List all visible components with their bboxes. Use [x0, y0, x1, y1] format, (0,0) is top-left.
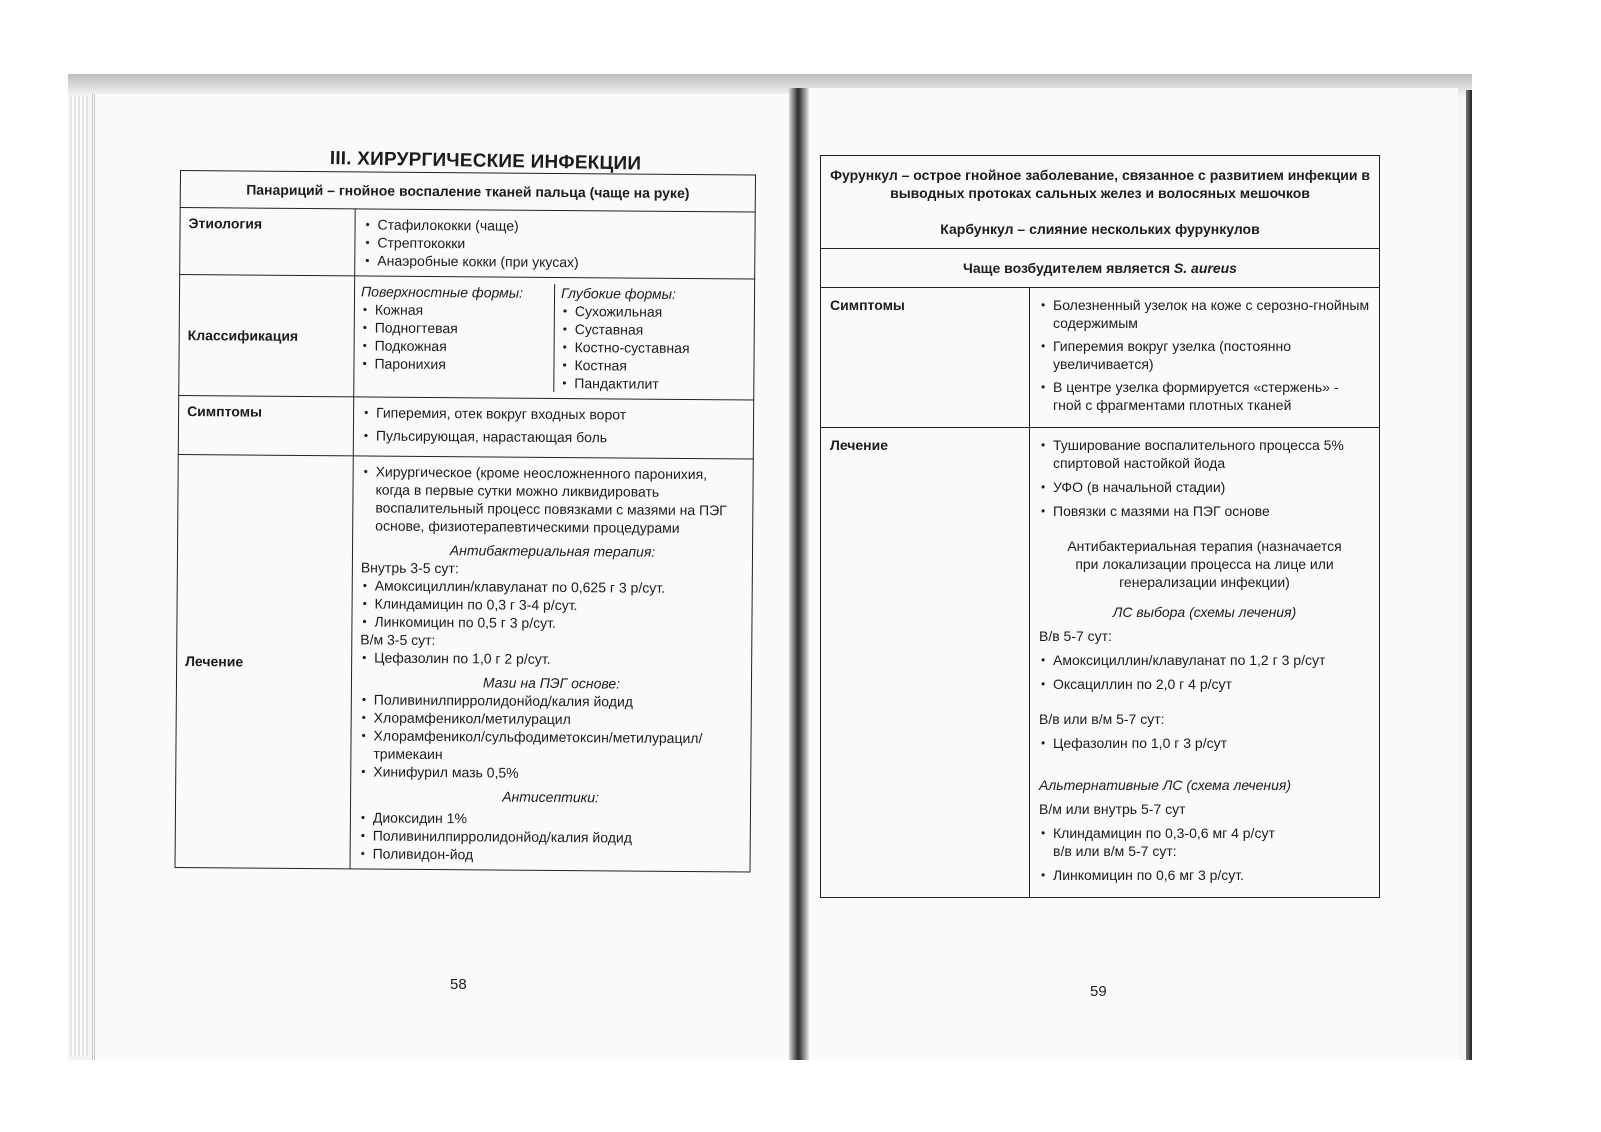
book-spine: [789, 88, 809, 1060]
list-item: • Стрептококки: [363, 233, 746, 254]
pathogen-row: [821, 249, 1380, 288]
furuncle-header: [821, 156, 1380, 249]
superficial-forms-list: [360, 300, 548, 373]
etiology-row: [180, 208, 756, 280]
list-item: • Хлорамфеникол/метилурацил: [360, 708, 743, 729]
local-treatment-list: [1039, 436, 1370, 520]
symptoms-list: [1039, 296, 1370, 414]
page-number-left: 58: [450, 976, 467, 993]
panaritium-table-wrapper: [175, 170, 756, 873]
alternative-title: Альтернативные ЛС (схема лечения): [1039, 777, 1292, 793]
list-item: • Гиперемия, отек вокруг входных ворот: [362, 403, 745, 424]
carbuncle-definition: Карбункул – слияние нескольких фурункулов: [940, 221, 1260, 237]
list-item: • Поливидон-йод: [359, 844, 742, 865]
table-header-row: [180, 171, 755, 213]
classification-grid: [354, 282, 754, 393]
list-item: • Линкомицин по 0,6 мг 3 р/сут.: [1039, 866, 1370, 884]
list-item: • Стафилококки (чаще): [364, 215, 747, 236]
page-edges-right: [1466, 90, 1472, 1060]
superficial-forms-title: Поверхностные формы:: [360, 283, 524, 301]
list-item: • Хинифурил мазь 0,5%: [359, 762, 742, 783]
etiology-label: Этиология: [180, 208, 356, 276]
oral-title: Внутрь 3-5 сут:: [360, 559, 459, 577]
furuncle-header-row: [821, 156, 1380, 249]
antibacterial-title: Антибактериальная терапия (назначается при локализации процесса на лице или генерализации инфекции): [1067, 538, 1342, 590]
pathogen-prefix: Чаще возбудителем является: [963, 260, 1174, 276]
spacer: [1039, 591, 1370, 603]
furuncle-table: [820, 155, 1380, 898]
section-title: III. ХИРУРГИЧЕСКИЕ ИНФЕКЦИИ: [329, 148, 642, 175]
spacer: [830, 202, 1370, 220]
oral-list: [360, 576, 743, 633]
iv-im-list: [1039, 734, 1370, 752]
list-item: • Линкомицин по 0,5 г 3 р/сут.: [360, 612, 743, 633]
spacer: [1039, 698, 1370, 710]
list-item: • Пульсирующая, нарастающая боль: [362, 426, 745, 447]
symptoms-content: [353, 397, 753, 459]
symptoms-row: [178, 395, 753, 459]
list-item: • Хирургическое (кроме неосложненного паронихия, когда в первые сутки можно ликвидировать воспалительный процесс повязками с мазями на ПЭГ основе, физиотерапевтическими процедурами: [361, 462, 745, 537]
classification-label: Классификация: [179, 275, 355, 397]
list-item: • Повязки с мазями на ПЭГ основе: [1039, 502, 1370, 520]
list-item: • Амоксициллин/клавуланат по 1,2 г 3 р/сут: [1039, 651, 1370, 669]
list-item: • УФО (в начальной стадии): [1039, 478, 1370, 496]
list-item: • Анаэробные кокки (при укусах): [363, 251, 746, 272]
antiseptics-list: [359, 808, 742, 865]
superficial-forms: [354, 282, 554, 392]
deep-forms-list: [560, 302, 748, 393]
list-item: [1039, 824, 1370, 860]
symptoms-content: [1030, 288, 1380, 428]
panaritium-definition: Панариций – гнойное воспаление тканей пальца (чаще на руке): [180, 171, 755, 213]
spacer: [1039, 525, 1370, 537]
list-item: • Клиндамицин по 0,3 г 3-4 р/сут.: [361, 594, 744, 615]
list-item: • Сухожильная: [561, 302, 748, 321]
treatment-label: Лечение: [821, 428, 1030, 898]
list-item: • Болезненный узелок на коже с серозно-гнойным содержимым: [1039, 296, 1370, 332]
choice-title: ЛС выбора (схемы лечения): [1112, 604, 1297, 620]
treatment-row: [821, 428, 1380, 898]
deep-forms-title: Глубокие формы:: [560, 284, 676, 302]
list-item: • Костная: [560, 356, 747, 375]
surgical-treatment: [361, 462, 745, 537]
iv-list: [1039, 651, 1370, 693]
list-item: • Кожная: [361, 300, 548, 319]
antibacterial-title: Антибактериальная терапия:: [449, 542, 656, 560]
page-number-right: 59: [1090, 983, 1107, 1000]
furuncle-definition: Фурункул – острое гнойное заболевание, связанное с развитием инфекции в выводных протоках сальных желез и волосяных мешочков: [830, 167, 1370, 201]
list-item: • Оксациллин по 2,0 г 4 р/сут: [1039, 675, 1370, 693]
treatment-content: [350, 456, 753, 872]
ointments-title: Мази на ПЭГ основе:: [482, 674, 621, 692]
spacer: [1039, 752, 1370, 764]
list-item: • Цефазолин по 1,0 г 2 р/сут.: [360, 648, 743, 669]
list-item: • Суставная: [561, 320, 748, 339]
classification-row: [179, 275, 755, 401]
list-item: • Костно-суставная: [561, 338, 748, 357]
list-item: • Паронихия: [360, 354, 547, 373]
antiseptics-title: Антисептики:: [502, 788, 600, 806]
list-item: • Поливинилпирролидонйод/калия йодид: [360, 690, 743, 711]
treatment-content: [1030, 428, 1380, 898]
list-item: • Подногтевая: [361, 318, 548, 337]
list-item: • Амоксициллин/клавуланат по 0,625 г 3 р/сут.: [361, 576, 744, 597]
pathogen-name: S. aureus: [1173, 260, 1237, 276]
alternative-route: В/м или внутрь 5-7 сут: [1039, 801, 1186, 817]
symptoms-list: [362, 403, 745, 447]
etiology-content: [355, 209, 756, 279]
list-item: • Цефазолин по 1,0 г 3 р/сут: [1039, 734, 1370, 752]
list-item: • Поливинилпирролидонйод/калия йодид: [359, 826, 742, 847]
treatment-label: Лечение: [175, 454, 353, 868]
im-list: [360, 648, 743, 669]
list-item: • Гиперемия вокруг узелка (постоянно увеличивается): [1039, 337, 1370, 373]
classification-content: [354, 276, 755, 400]
alternative-item-text: Клиндамицин по 0,3-0,6 мг 4 р/сут: [1053, 825, 1275, 841]
alternative-item-note: в/в или в/м 5-7 сут:: [1053, 843, 1177, 859]
iv-title: В/в 5-7 сут:: [1039, 628, 1112, 644]
deep-forms: [553, 284, 754, 394]
list-item: • Пандактилит: [560, 374, 747, 393]
list-item: • Подкожная: [361, 336, 548, 355]
symptoms-label: Симптомы: [178, 395, 353, 455]
symptoms-label: Симптомы: [821, 288, 1030, 428]
list-item: • В центре узелка формируется «стержень» - гной с фрагментами плотных тканей: [1039, 378, 1370, 414]
list-item: • Диоксидин 1%: [359, 808, 742, 829]
pathogen-cell: [821, 249, 1380, 288]
list-item: • Туширование воспалительного процесса 5% спиртовой настойкой йода: [1039, 436, 1370, 472]
treatment-row: [175, 454, 753, 872]
list-item: • Хлорамфеникол/сульфодиметоксин/метилурацил/ тримекаин: [359, 726, 742, 765]
etiology-list: [363, 215, 746, 272]
page-edges-left: [70, 96, 88, 1056]
ointments-list: [359, 690, 743, 783]
alternative-list: [1039, 824, 1370, 884]
im-title: В/м 3-5 сут:: [360, 631, 436, 649]
panaritium-table: [175, 170, 756, 873]
symptoms-row: [821, 288, 1380, 428]
spacer: [1039, 764, 1370, 776]
iv-im-title: В/в или в/м 5-7 сут:: [1039, 711, 1165, 727]
